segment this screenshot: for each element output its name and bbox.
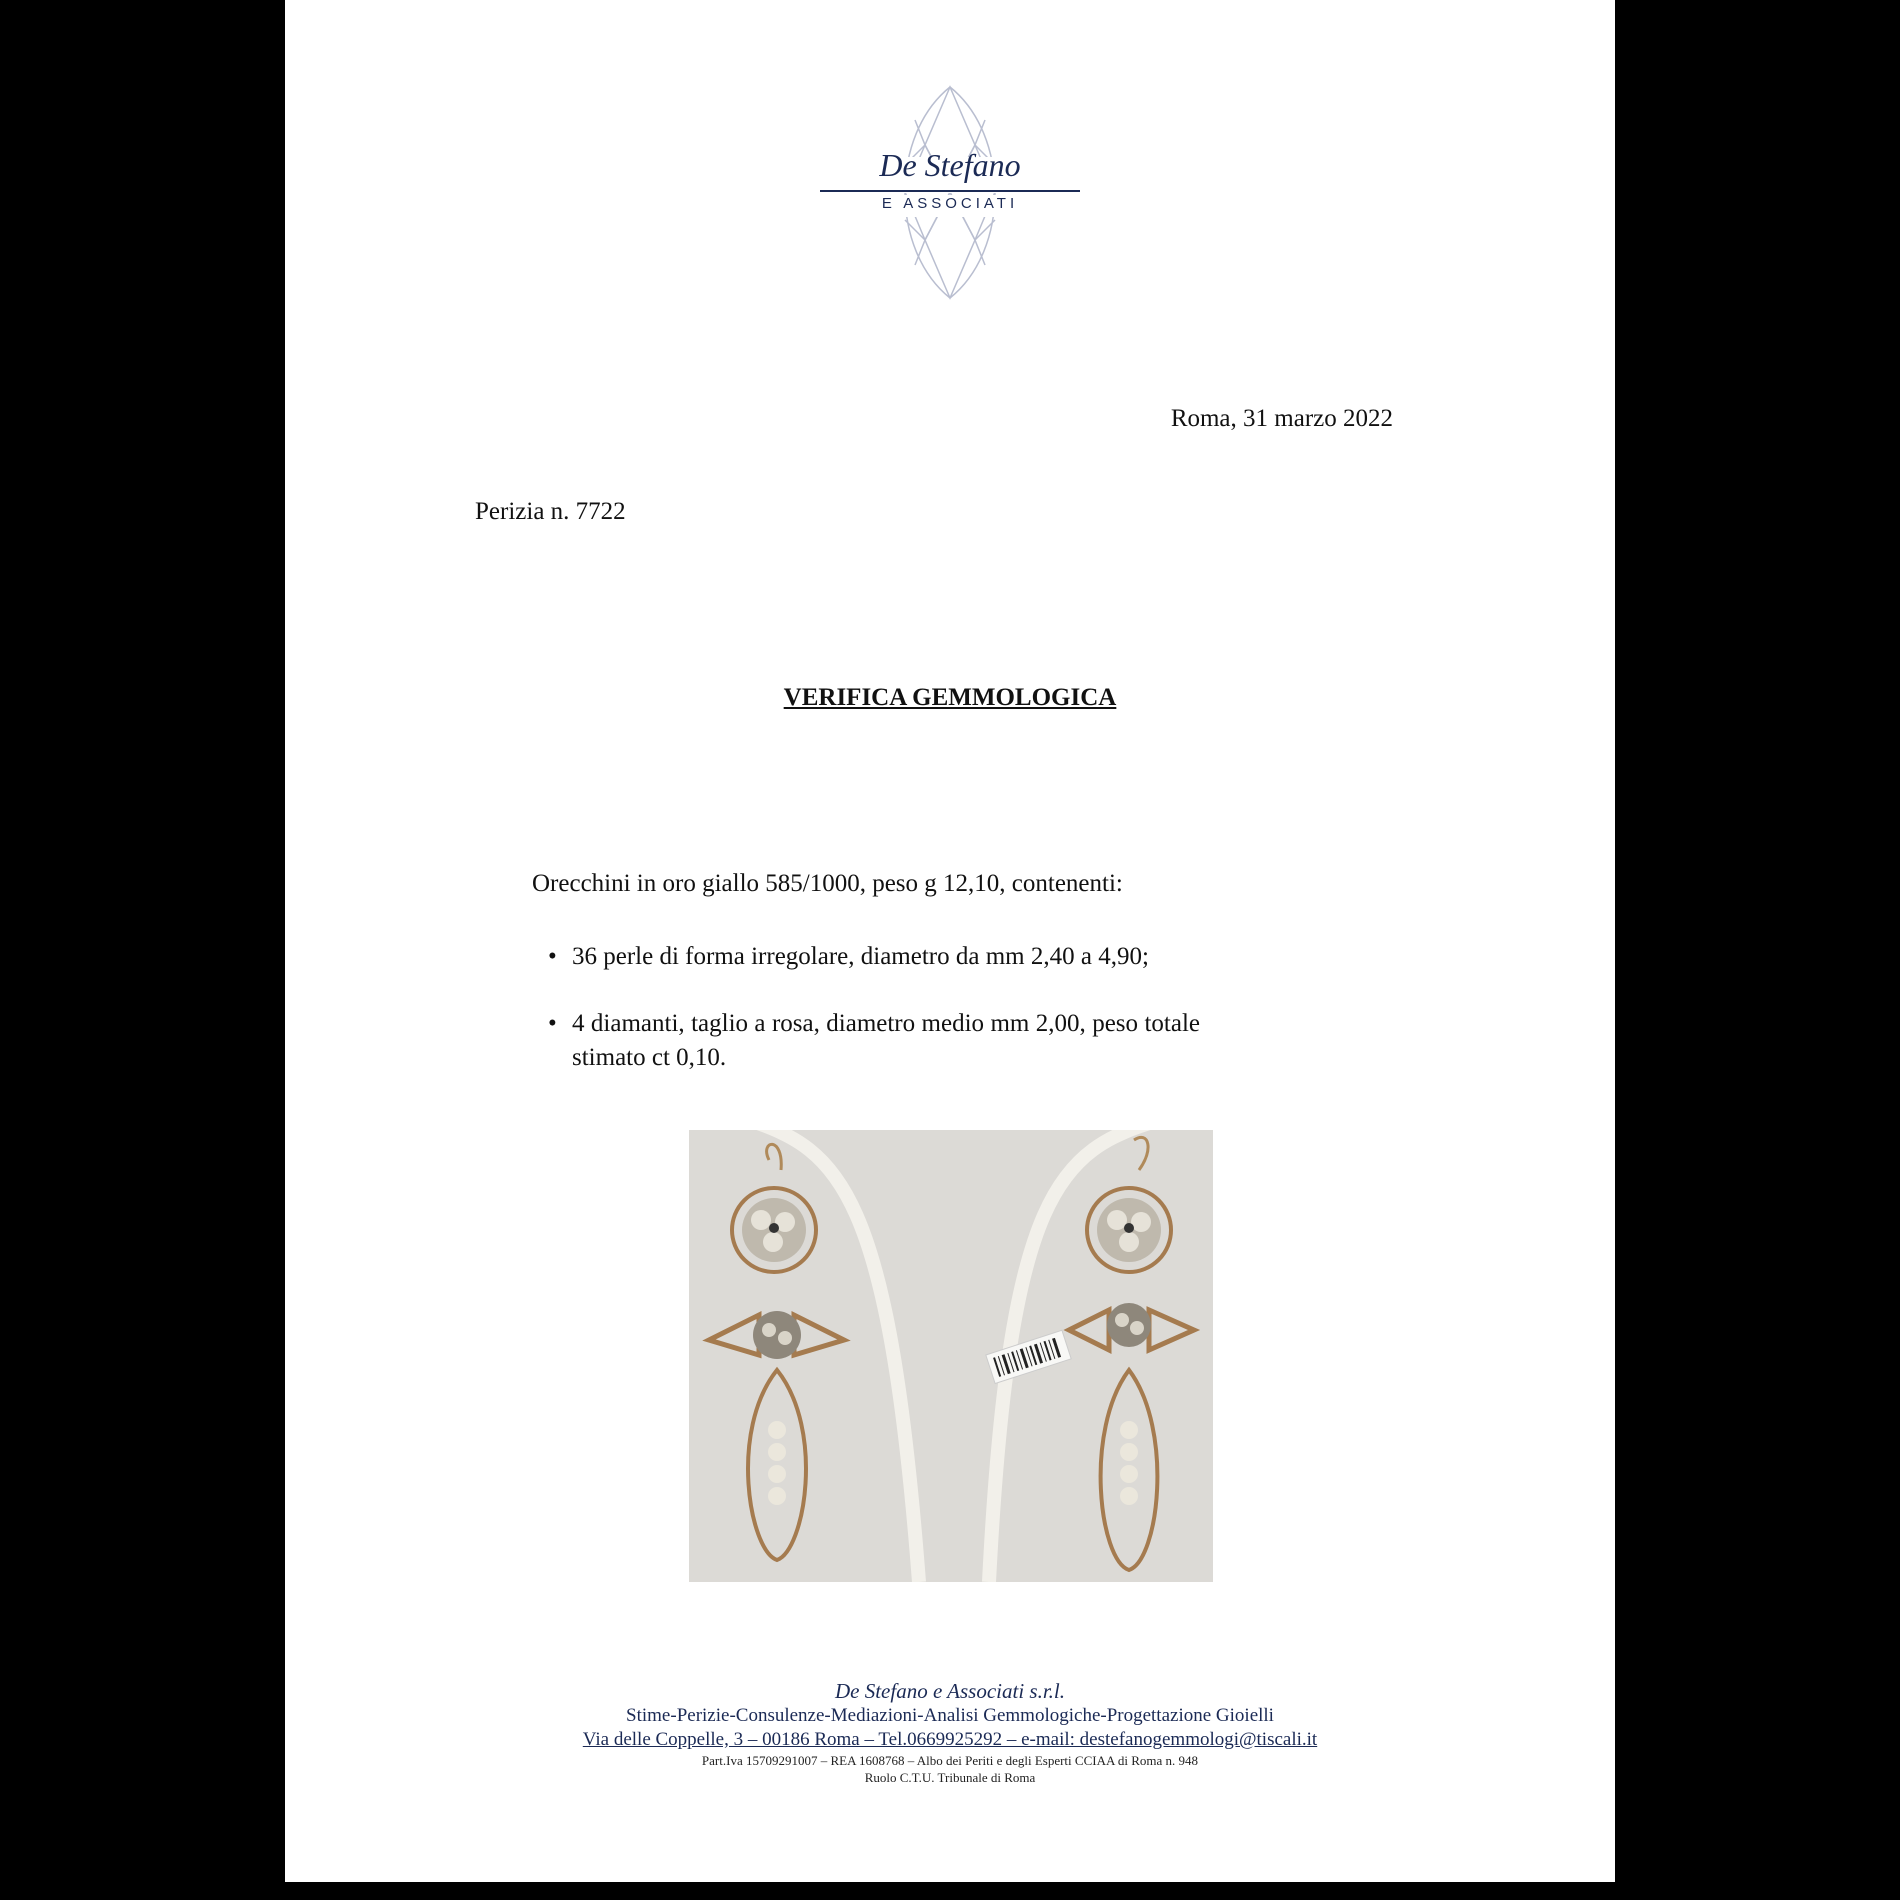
letter-date: Roma, 31 marzo 2022: [1170, 405, 1393, 432]
footer-registration: Part.Iva 15709291007 – REA 1608768 – Albo dei Periti e degli Esperti CCIAA di Roma n. 948: [701, 1753, 1199, 1768]
intro-paragraph: Orecchini in oro giallo 585/1000, peso g 12,10, contenenti:: [532, 870, 1123, 897]
list-item: • 36 perle di forma irregolare, diametro da mm 2,40 a 4,90;: [532, 940, 1200, 974]
document-title: VERIFICA GEMMOLOGICA: [783, 684, 1117, 711]
logo-name: De Stefano: [879, 147, 1021, 183]
footer-address[interactable]: Via delle Coppelle, 3 – 00186 Roma – Tel.0669925292 – e-mail: destefanogemmologi@tiscali.it: [582, 1729, 1318, 1750]
earrings-photo: [689, 1130, 1213, 1582]
perizia-number: Perizia n. 7722: [475, 498, 626, 525]
diamond-logo-icon: [820, 85, 1080, 300]
company-logo: [820, 85, 1080, 300]
footer: [285, 1678, 1615, 1786]
gem-list: [532, 940, 1200, 1108]
footer-company: De Stefano e Associati s.r.l.: [834, 1679, 1065, 1703]
document-page: [285, 0, 1615, 1882]
logo-subtitle: E ASSOCIATI: [881, 195, 1019, 212]
list-item: • 4 diamanti, taglio a rosa, diametro medio mm 2,00, peso totale stimato ct 0,10.: [532, 1007, 1200, 1075]
footer-court: Ruolo C.T.U. Tribunale di Roma: [864, 1770, 1036, 1785]
earrings-illustration: [689, 1130, 1213, 1582]
footer-services: Stime-Perizie-Consulenze-Mediazioni-Analisi Gemmologiche-Progettazione Gioielli: [626, 1705, 1274, 1726]
